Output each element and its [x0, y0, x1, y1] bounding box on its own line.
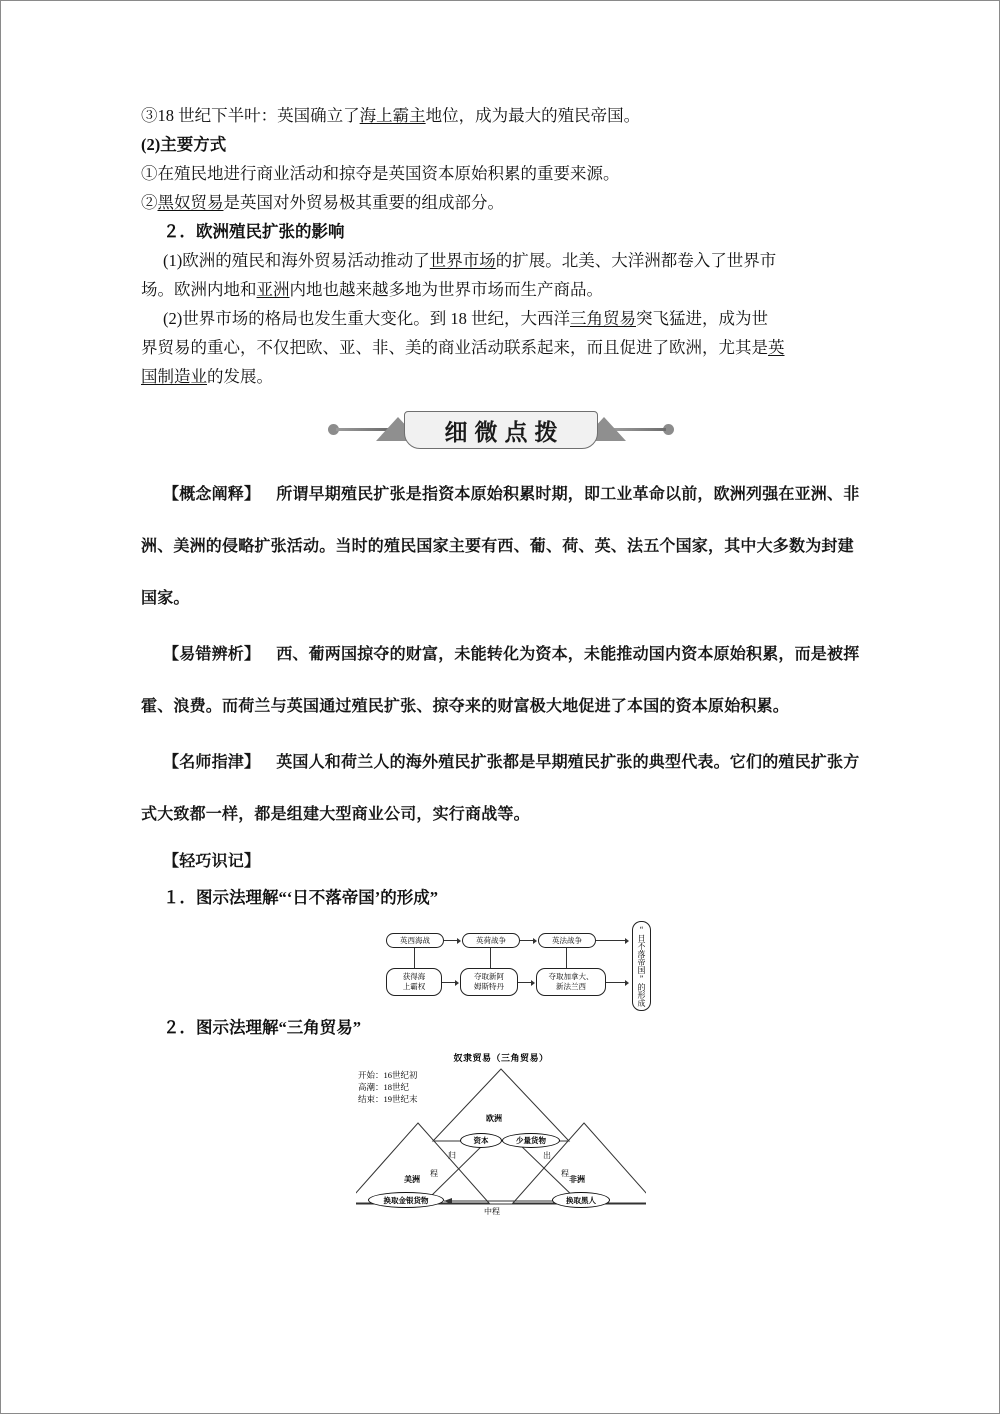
note-tag-concept: 【概念阐释】 [163, 486, 261, 503]
label-middle-passage: 中程 [484, 1207, 500, 1216]
figure-triangle-trade [141, 1051, 861, 1236]
flow-connector-top-2 [520, 940, 534, 941]
line1-underlined-term: 海上霸主 [359, 106, 426, 125]
line4-underlined-term: 黑奴贸易 [157, 193, 224, 212]
legend-peak: 高潮：18世纪 [358, 1082, 410, 1092]
para1-a: (1)欧洲的殖民和海外贸易活动推动了 [163, 251, 430, 270]
b1-l1: 获得海 [402, 972, 426, 981]
flow-node-top-2: 英荷战争 [462, 933, 520, 948]
banner-title: 细微点拨 [444, 418, 565, 445]
note-body-concept: 所谓早期殖民扩张是指资本原始积累时期，即工业革命以前，欧洲列强在亚洲、非洲、美洲的侵略扩张活动。当时的殖民国家主要有西、葡、荷、英、法五个国家，其中大多数为封建国家。 [141, 486, 860, 607]
b3-l2: 新法兰西 [556, 982, 586, 991]
oval-small-goods: 少量货物 [502, 1133, 560, 1148]
flow-node-bottom-1-text [403, 972, 426, 992]
flow-arrow-top-2-icon [533, 938, 537, 944]
label-europe: 欧洲 [486, 1114, 502, 1123]
paragraph-2 [141, 304, 861, 333]
paragraph-2-cont [141, 333, 861, 362]
para1-d: 内地也越来越多地为世界市场而生产商品。 [289, 280, 603, 299]
b1-l2: 上霸权 [402, 982, 426, 991]
flow-node-bottom-3-text [549, 972, 594, 992]
section-heading-2: ２．欧洲殖民扩张的影响 [163, 222, 345, 241]
label-return-2: 程 [430, 1169, 438, 1178]
flow-node-bottom-2-text [474, 972, 504, 992]
oval-exchange-gold-silver: 换取金银货物 [368, 1192, 444, 1208]
label-out-2: 程 [561, 1169, 569, 1178]
b2-l1: 夺取新阿 [474, 972, 504, 981]
b3-l1: 夺取加拿大、 [548, 972, 594, 981]
para2-e: 的发展。 [207, 367, 273, 386]
flow-node-top-3: 英法战争 [538, 933, 596, 948]
flow-node-bottom-1 [386, 968, 442, 996]
para2-b: 突飞猛进，成为世 [636, 309, 768, 328]
note-block-pitfall [141, 629, 861, 733]
para2-underline-triangle-trade: 三角贸易 [570, 309, 636, 328]
flow-connector-bottom-2 [518, 982, 532, 983]
legend-end: 结束：19世纪末 [358, 1094, 418, 1104]
note-tag-pitfall: 【易错辨析】 [163, 646, 261, 663]
flow-drop-1 [414, 948, 415, 968]
figure-empire-formation [141, 919, 861, 1011]
triangle-diagram-title: 奴隶贸易（三角贸易） [453, 1053, 549, 1063]
figure1-stage [386, 919, 651, 1011]
triangle-diagram-lines [356, 1051, 646, 1236]
label-america: 美洲 [404, 1175, 420, 1184]
paragraph-1-cont [141, 275, 861, 304]
note-block-concept [141, 469, 861, 625]
para2-underline-britain: 英 [768, 338, 785, 357]
para2-c: 界贸易的重心，不仅把欧、亚、非、美的商业活动联系起来，而且促进了欧洲，尤其是 [141, 338, 768, 357]
note-tag-guidance: 【名师指津】 [163, 754, 261, 771]
top-text-section [141, 101, 861, 391]
banner-plate [404, 411, 598, 449]
line1-suffix: 地位，成为最大的殖民帝国。 [425, 106, 641, 125]
flow-arrow-top-1-icon [457, 938, 461, 944]
figure1-caption: １．图示法理解“‘日不落帝国’的形成” [163, 888, 438, 907]
flow-arrow-bottom-1-icon [455, 980, 459, 986]
label-return-1: 归 [448, 1151, 456, 1160]
text-line-2: (2)主要方式 [141, 135, 227, 154]
flow-arrow-bottom-3-icon [625, 980, 629, 986]
section-banner [141, 405, 861, 451]
flow-connector-bottom-1 [442, 982, 456, 983]
label-out-1: 出 [543, 1151, 551, 1160]
flow-connector-top-3 [596, 940, 626, 941]
para1-c: 场。欧洲内地和 [141, 280, 257, 299]
memo-tag: 【轻巧识记】 [163, 853, 261, 870]
notes-section [141, 469, 861, 879]
note-block-guidance [141, 737, 861, 841]
para1-b: 的扩展。北美、大洋洲都卷入了世界市 [495, 251, 777, 270]
paragraph-1 [141, 246, 861, 275]
flow-arrow-top-3-icon [625, 938, 629, 944]
flow-connector-top-1 [444, 940, 458, 941]
line1-prefix: ③18 世纪下半叶：英国确立了 [141, 106, 360, 125]
para1-underline-world-market: 世界市场 [429, 251, 496, 270]
label-africa: 非洲 [569, 1175, 585, 1184]
flow-node-bottom-3 [536, 968, 606, 996]
note-body-guidance: 英国人和荷兰人的海外殖民扩张都是早期殖民扩张的典型代表。它们的殖民扩张方式大致都一样，都是组建大型商业公司，实行商战等。 [141, 754, 860, 823]
paragraph-2-cont2 [141, 362, 861, 391]
oval-capital: 资本 [460, 1133, 502, 1148]
para1-underline-asia: 亚洲 [256, 280, 290, 299]
flow-arrow-bottom-2-icon [531, 980, 535, 986]
flow-node-top-1: 英西海战 [386, 933, 444, 948]
para2-d: 国制造业 [141, 367, 207, 386]
text-line-3: ①在殖民地进行商业活动和掠夺是英国资本原始积累的重要来源。 [141, 164, 620, 183]
flow-drop-3 [566, 948, 567, 968]
banner-graphic [336, 405, 666, 451]
figure2-caption: ２．图示法理解“三角贸易” [163, 1018, 361, 1037]
oval-exchange-slaves: 换取黑人 [552, 1192, 610, 1208]
legend-start: 开始：16世纪初 [358, 1070, 418, 1080]
line4-prefix: ② [141, 193, 158, 212]
figure2-stage [356, 1051, 646, 1236]
text-line-4 [141, 188, 861, 217]
b2-l2: 姆斯特丹 [474, 982, 504, 991]
text-line-1 [141, 101, 861, 130]
note-body-pitfall: 西、葡两国掠夺的财富，未能转化为资本，未能推动国内资本原始积累，而是被挥霍、浪费。而荷兰与英国通过殖民扩张、掠夺来的财富极大地促进了本国的资本原始积累。 [141, 646, 860, 715]
flow-node-bottom-2 [460, 968, 518, 996]
line4-suffix: 是英国对外贸易极其重要的组成部分。 [223, 193, 504, 212]
flow-drop-2 [490, 948, 491, 968]
flow-connector-bottom-3 [606, 982, 626, 983]
para2-a: (2)世界市场的格局也发生重大变化。到 18 世纪，大西洋 [163, 309, 570, 328]
flow-node-result: “日不落帝国”的形成 [632, 921, 651, 1011]
page-content [141, 101, 861, 1236]
